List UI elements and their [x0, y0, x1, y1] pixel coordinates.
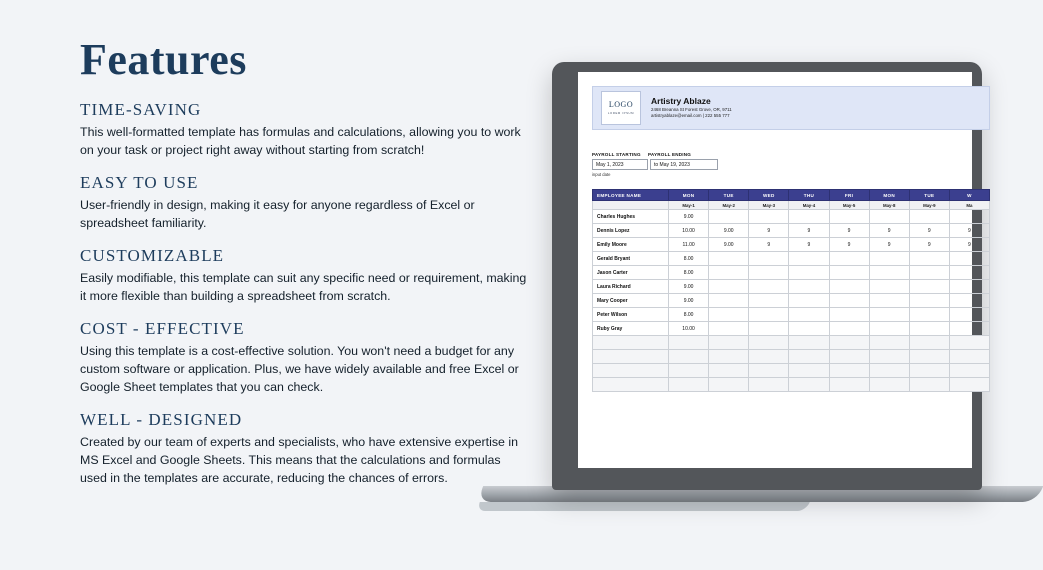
cell[interactable]: 9: [789, 238, 829, 252]
cell[interactable]: [709, 280, 749, 294]
cell[interactable]: [949, 210, 989, 224]
feature-heading: COST - EFFECTIVE: [80, 319, 245, 339]
cell[interactable]: [749, 294, 789, 308]
payroll-labels: [592, 152, 742, 157]
cell[interactable]: [909, 294, 949, 308]
cell[interactable]: [709, 266, 749, 280]
table-row: [593, 224, 990, 238]
date-3: May-3: [749, 201, 789, 210]
table-row: [593, 364, 990, 378]
cell[interactable]: [789, 350, 829, 364]
col-mon-1: MON: [669, 190, 709, 201]
date-2: May-2: [709, 201, 749, 210]
employee-name: Gerald Bryant: [593, 252, 669, 266]
feature-body: Created by our team of experts and specialists, who have extensive expertise in MS Excel and Google Sheets. This means that the calculations and formulas used in the templates are accurate, reducing the chances of errors.: [80, 435, 519, 486]
cell[interactable]: [909, 308, 949, 322]
cell[interactable]: [869, 364, 909, 378]
table-row: [593, 266, 990, 280]
cell[interactable]: [829, 350, 869, 364]
payroll-period: [592, 152, 742, 177]
col-fri-1: FRI: [829, 190, 869, 201]
cell[interactable]: 9.00: [709, 238, 749, 252]
sheet-header-band: [592, 86, 990, 130]
cell[interactable]: [709, 252, 749, 266]
employee-name: Emily Moore: [593, 238, 669, 252]
company-info: [651, 96, 732, 120]
laptop-lid: [552, 62, 982, 490]
col-tue-2: TUE: [909, 190, 949, 201]
cell[interactable]: [909, 322, 949, 336]
table-row: [593, 336, 990, 350]
employee-name: Dennis Lopez: [593, 224, 669, 238]
cell[interactable]: [749, 322, 789, 336]
cell[interactable]: 9: [789, 224, 829, 238]
feature-body: Easily modifiable, this template can suit any specific need or requirement, making it more flexible than building a spreadsheet from scratch.: [80, 271, 527, 304]
cell[interactable]: 8.00: [669, 308, 709, 322]
cell[interactable]: 9: [869, 224, 909, 238]
employee-name: Ruby Gray: [593, 322, 669, 336]
laptop-screen: [578, 72, 972, 468]
col-wed-1: WED: [749, 190, 789, 201]
cell[interactable]: 9: [869, 238, 909, 252]
cell[interactable]: 10.00: [669, 322, 709, 336]
cell[interactable]: 9.00: [669, 294, 709, 308]
cell[interactable]: 11.00: [669, 238, 709, 252]
cell[interactable]: 9: [749, 238, 789, 252]
cell[interactable]: [909, 266, 949, 280]
feature-body: This well-formatted template has formulas and calculations, allowing you to work on your task or project right away without starting from scratch!: [80, 125, 521, 158]
cell[interactable]: 9: [749, 224, 789, 238]
col-tue-1: TUE: [709, 190, 749, 201]
cell[interactable]: [829, 308, 869, 322]
cell[interactable]: [829, 322, 869, 336]
cell[interactable]: [709, 350, 749, 364]
cell[interactable]: [789, 364, 829, 378]
col-thu-1: THU: [789, 190, 829, 201]
cell[interactable]: [949, 294, 989, 308]
page-title: Features: [80, 35, 247, 84]
cell[interactable]: [909, 364, 949, 378]
cell[interactable]: [669, 350, 709, 364]
laptop-mockup: [552, 62, 982, 512]
cell[interactable]: [869, 378, 909, 392]
table-header-row: [593, 190, 990, 201]
cell[interactable]: [909, 210, 949, 224]
company-logo: [601, 91, 641, 125]
date-1: May-1: [669, 201, 709, 210]
table-date-row: [593, 201, 990, 210]
employee-name: [593, 378, 669, 392]
cell[interactable]: [829, 280, 869, 294]
cell[interactable]: 8.00: [669, 266, 709, 280]
cell[interactable]: [789, 294, 829, 308]
employee-name: [593, 350, 669, 364]
cell[interactable]: [669, 364, 709, 378]
table-row: [593, 280, 990, 294]
cell[interactable]: [869, 210, 909, 224]
table-row: [593, 252, 990, 266]
feature-heading: WELL - DESIGNED: [80, 410, 243, 430]
cell[interactable]: [709, 308, 749, 322]
cell[interactable]: [869, 294, 909, 308]
cell[interactable]: [709, 294, 749, 308]
table-row: [593, 308, 990, 322]
payroll-start-value[interactable]: May 1, 2023: [592, 159, 648, 170]
cell[interactable]: [709, 364, 749, 378]
payroll-table: [592, 189, 990, 392]
cell[interactable]: [829, 266, 869, 280]
cell[interactable]: [749, 336, 789, 350]
logo-text: LOGO: [608, 100, 634, 109]
cell[interactable]: [709, 378, 749, 392]
cell[interactable]: [909, 252, 949, 266]
employee-name: Jason Carter: [593, 266, 669, 280]
cell[interactable]: [789, 308, 829, 322]
feature-item-easy-to-use: [80, 173, 540, 233]
date-8: Ma: [949, 201, 989, 210]
col-employee-name: EMPLOYEE NAME: [593, 190, 669, 201]
cell[interactable]: [749, 308, 789, 322]
date-blank: [593, 201, 669, 210]
cell[interactable]: 9.00: [669, 280, 709, 294]
table-row: [593, 322, 990, 336]
cell[interactable]: [749, 280, 789, 294]
company-contact: artistryablaze@email.com | 222 555 777: [651, 113, 730, 119]
feature-item-time-saving: [80, 100, 540, 160]
cell[interactable]: [749, 210, 789, 224]
cell[interactable]: [709, 336, 749, 350]
company-address: 2468 Breanna St Forest Grove, OR, 9711: [651, 106, 732, 112]
feature-item-cost-effective: [80, 319, 540, 397]
date-5: May-5: [829, 201, 869, 210]
cell[interactable]: [829, 364, 869, 378]
laptop-foot: [476, 502, 810, 511]
cell[interactable]: [949, 322, 989, 336]
cell[interactable]: [869, 336, 909, 350]
cell[interactable]: 9.00: [709, 224, 749, 238]
cell[interactable]: [789, 280, 829, 294]
employee-name: Charles Hughes: [593, 210, 669, 224]
cell[interactable]: [749, 378, 789, 392]
table-row: [593, 294, 990, 308]
date-4: May-4: [789, 201, 829, 210]
feature-item-customizable: [80, 246, 540, 306]
feature-heading: EASY TO USE: [80, 173, 199, 193]
employee-name: Peter Wilson: [593, 308, 669, 322]
cell[interactable]: [829, 294, 869, 308]
cell[interactable]: [949, 364, 989, 378]
cell[interactable]: [869, 308, 909, 322]
feature-body: Using this template is a cost-effective solution. You won't need a budget for any custom software or application. Plus, we have widely available and free Excel or Google Sheet templates that you can check.: [80, 344, 519, 395]
cell[interactable]: [829, 252, 869, 266]
table-row: [593, 238, 990, 252]
payroll-note: input date: [592, 172, 611, 177]
spreadsheet-preview: [578, 72, 1008, 392]
cell[interactable]: 9: [829, 238, 869, 252]
cell[interactable]: [869, 350, 909, 364]
payroll-values: [592, 159, 742, 170]
feature-item-well-designed: [80, 410, 540, 488]
cell[interactable]: [909, 280, 949, 294]
cell[interactable]: [909, 336, 949, 350]
cell[interactable]: [949, 280, 989, 294]
cell[interactable]: 9.00: [669, 210, 709, 224]
payroll-start-label: PAYROLL STARTING: [592, 152, 641, 157]
company-name: Artistry Ablaze: [651, 96, 711, 107]
cell[interactable]: [829, 210, 869, 224]
cell[interactable]: [949, 350, 989, 364]
cell[interactable]: [749, 252, 789, 266]
cell[interactable]: [949, 378, 989, 392]
cell[interactable]: [789, 210, 829, 224]
cell[interactable]: [869, 322, 909, 336]
employee-name: Laura Richard: [593, 280, 669, 294]
feature-body: User-friendly in design, making it easy for anyone regardless of Excel or spreadsheet familiarity.: [80, 198, 475, 231]
employee-name: [593, 336, 669, 350]
cell[interactable]: 9: [909, 224, 949, 238]
cell[interactable]: 9: [949, 224, 989, 238]
date-7: May-9: [909, 201, 949, 210]
table-row: [593, 350, 990, 364]
cell[interactable]: 10.00: [669, 224, 709, 238]
cell[interactable]: [749, 350, 789, 364]
cell[interactable]: [709, 322, 749, 336]
cell[interactable]: [949, 308, 989, 322]
cell[interactable]: [669, 336, 709, 350]
cell[interactable]: [749, 266, 789, 280]
feature-heading: CUSTOMIZABLE: [80, 246, 225, 266]
cell[interactable]: 9: [949, 238, 989, 252]
cell[interactable]: [749, 364, 789, 378]
cell[interactable]: [949, 336, 989, 350]
col-wed-2: W: [949, 190, 989, 201]
cell[interactable]: 9: [909, 238, 949, 252]
cell[interactable]: [709, 210, 749, 224]
payroll-end-value[interactable]: to May 19, 2023: [650, 159, 718, 170]
payroll-end-label: PAYROLL ENDING: [648, 152, 692, 157]
cell[interactable]: [829, 378, 869, 392]
cell[interactable]: 8.00: [669, 252, 709, 266]
date-6: May-8: [869, 201, 909, 210]
cell[interactable]: [829, 336, 869, 350]
cell[interactable]: [789, 266, 829, 280]
cell[interactable]: [909, 350, 949, 364]
cell[interactable]: [949, 266, 989, 280]
col-mon-2: MON: [869, 190, 909, 201]
employee-name: [593, 364, 669, 378]
cell[interactable]: [949, 252, 989, 266]
cell[interactable]: [789, 378, 829, 392]
table-row: [593, 210, 990, 224]
cell[interactable]: [669, 378, 709, 392]
employee-name: Mary Cooper: [593, 294, 669, 308]
cell[interactable]: 9: [829, 224, 869, 238]
cell[interactable]: [909, 378, 949, 392]
table-row: [593, 378, 990, 392]
cell[interactable]: [789, 322, 829, 336]
feature-heading: TIME-SAVING: [80, 100, 202, 120]
logo-subtext: LOREM IPSUM: [607, 111, 635, 115]
cell[interactable]: [789, 336, 829, 350]
cell[interactable]: [789, 252, 829, 266]
cell[interactable]: [869, 252, 909, 266]
cell[interactable]: [869, 280, 909, 294]
cell[interactable]: [869, 266, 909, 280]
features-section: [80, 36, 540, 501]
